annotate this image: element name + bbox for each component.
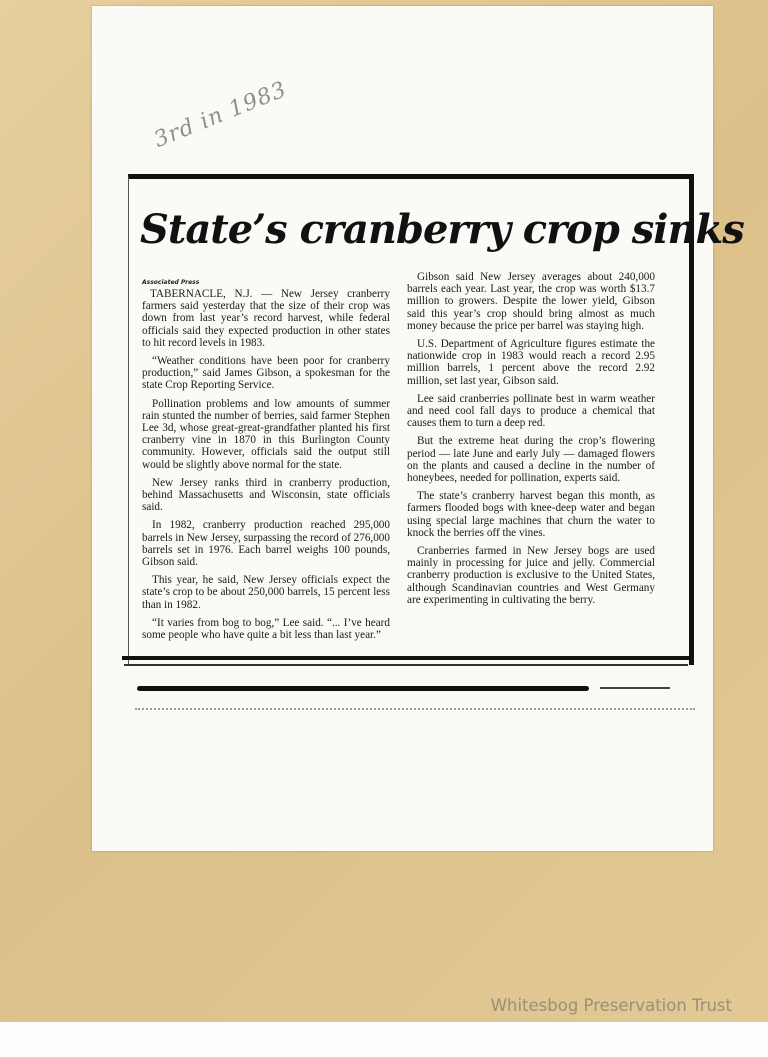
paragraph: “It varies from bog to bog,” Lee said. “... I’ve heard some people who have quite a bit less than last year.” bbox=[142, 616, 390, 642]
paragraph: Pollination problems and low amounts of summer rain stunted the number of berries, said farmer Stephen Lee 3d, whose great-great-grandfather planted his first cranberry vine in 1870 in this Burlington County community. However, officials said the output still would be slightly above normal for the state. bbox=[142, 397, 390, 471]
article-headline: State’s cranberry crop sinks bbox=[140, 206, 744, 253]
article-byline: Associated Press bbox=[142, 279, 200, 286]
handwritten-note: 3rd in 1983 bbox=[150, 77, 291, 153]
paragraph: Cranberries farmed in New Jersey bogs are used mainly in processing for juice and jelly. Commercial cranberry production is exclusive to the United States, although Scandinavian countries and West Germany are experimenting in cultivating the berry. bbox=[407, 545, 655, 606]
article-border-bottom-rule bbox=[124, 664, 688, 666]
paragraph: Gibson said New Jersey averages about 240,000 barrels each year. Last year, the crop was worth $13.7 million to growers. Despite the lower yield, Gibson said this year’s crop should bring almost as much money because the price per barrel was staying high. bbox=[407, 271, 655, 332]
paragraph: U.S. Department of Agriculture figures estimate the nationwide crop in 1983 would reach a record 2.95 million barrels, 1 percent above the record 2.92 million, set last year, Gibson said. bbox=[407, 338, 655, 387]
paragraph: “Weather conditions have been poor for cranberry production,” said James Gibson, a spokesman for the state Crop Reporting Service. bbox=[142, 355, 390, 392]
paragraph: Lee said cranberries pollinate best in warm weather and need cool fall days to produce a chemical that causes them to turn a deep red. bbox=[407, 392, 655, 430]
paragraph: TABERNACLE, N.J. — New Jersey cranberry farmers said yesterday that the size of their crop was down from last year’s record harvest, while federal officials said they expected production in other states to hit record levels in 1983. bbox=[142, 288, 390, 349]
paragraph: New Jersey ranks third in cranberry production, behind Massachusetts and Wisconsin, state officials said. bbox=[142, 476, 390, 514]
paragraph: This year, he said, New Jersey officials expect the state’s crop to be about 250,000 barrels, 15 percent less than in 1982. bbox=[142, 574, 390, 611]
article-border-bottom bbox=[122, 656, 692, 660]
article-column-right bbox=[407, 271, 655, 612]
watermark: Whitesbog Preservation Trust bbox=[490, 996, 732, 1015]
print-smudge-small bbox=[600, 687, 670, 689]
dotted-rule bbox=[135, 708, 695, 710]
article-column-left bbox=[142, 288, 390, 647]
paragraph: The state’s cranberry harvest began this month, as farmers flooded bogs with knee-deep water and began using special large machines that churn the water to knock the berries off the vines. bbox=[407, 490, 655, 539]
paragraph: In 1982, cranberry production reached 295,000 barrels in New Jersey, surpassing the record of 276,000 barrels set in 1976. Each barrel weighs 100 pounds, Gibson said. bbox=[142, 519, 390, 569]
paragraph: But the extreme heat during the crop’s flowering period — late June and early July — damaged flowers on the plants and caused a decline in the number of honeybees, needed for pollination, experts said. bbox=[407, 435, 655, 485]
print-smudge bbox=[137, 686, 589, 691]
